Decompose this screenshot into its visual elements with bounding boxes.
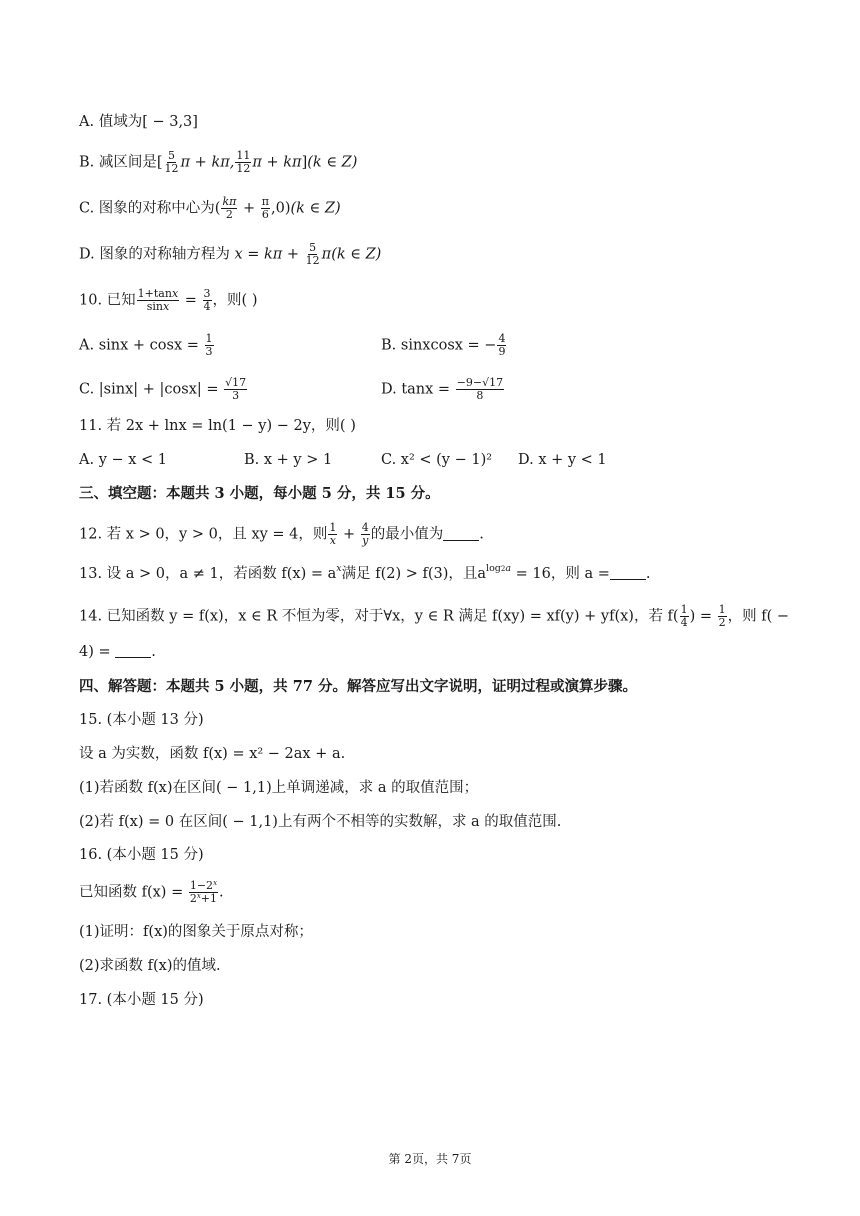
fraction: $\frac{1}{x}$ — [329, 521, 337, 547]
q10-stem-prefix: 10. 已知 — [79, 292, 136, 309]
q16-part2: (2)求函数 f(x)的值域. — [79, 958, 221, 974]
q10-d-text: D. tanx = — [381, 381, 451, 398]
q11-stem: 11. 若 2x + lnx = ln(1 − y) − 2y，则( ) — [79, 418, 356, 434]
q15-intro: 设 a 为实数，函数 f(x) = x² − 2ax + a. — [79, 746, 346, 762]
q14-line1 — [79, 604, 789, 629]
q11-option-d: D. x + y < 1 — [518, 452, 607, 468]
q9-b-prefix: B. 减区间是 — [79, 154, 157, 171]
q14-line1-end: ，则 f( − — [727, 608, 790, 625]
q12-prefix: 12. 若 x > 0，y > 0，且 xy = 4，则 — [79, 526, 328, 543]
q9-d-tail: π(k ∈ Z) — [321, 246, 382, 263]
q9-b-tail: (k ∈ Z) — [307, 154, 358, 171]
q10-stem: 10. 已知 $\frac{1+\tan x}{\sin x}$ = $\frac{3}{4}$ ，则( ) — [79, 287, 258, 313]
q10-option-a — [79, 333, 215, 358]
q14-line2: 4) = . — [79, 644, 156, 660]
q13-end: = 16，则 a = — [511, 566, 610, 582]
q14-line2-text: 4) = — [79, 644, 111, 660]
q9-c-prefix: C. 图象的对称中心为 — [79, 200, 215, 217]
fraction: $\frac{1-2^x}{2^x+1}$ — [189, 879, 218, 905]
q11-option-b: B. x + y > 1 — [244, 452, 333, 468]
q15-head: 15. (本小题 13 分) — [79, 712, 204, 728]
answer-blank — [443, 526, 479, 541]
fraction: $\frac{4}{y}$ — [361, 521, 369, 547]
q16-head: 16. (本小题 15 分) — [79, 847, 204, 863]
fraction: $\frac{5}{12}$ — [305, 241, 320, 267]
q9-a-prefix: A. 值域为 — [79, 114, 143, 130]
q9-option-b: B. 减区间是[ $\frac{5}{12}$ π + kπ, $\frac{11}{12}$ π + kπ](k ∈ Z) — [79, 149, 358, 175]
q12-suffix: 的最小值为 — [370, 526, 444, 543]
fraction: $\frac{3}{4}$ — [203, 287, 211, 313]
q14-line1-mid: ) = — [689, 608, 712, 625]
fraction: $\frac{-9-√17}{8}$ — [456, 376, 504, 402]
q16-intro-prefix: 已知函数 f(x) = — [79, 884, 184, 901]
fraction: $\frac{1}{2}$ — [718, 603, 726, 629]
q9-option-c: C. 图象的对称中心为( $\frac{k\pi}{2}$ + $\frac{\pi}{6}$ ,0)(k ∈ Z) — [79, 195, 341, 221]
q10-option-b — [381, 333, 507, 358]
q15-part1: (1)若函数 f(x)在区间( − 1,1)上单调递减，求 a 的取值范围； — [79, 780, 479, 796]
fraction: $\frac{√17}{3}$ — [225, 376, 247, 402]
q14-line1-text: 14. 已知函数 y = f(x)，x ∈ R 不恒为零，对于∀x，y ∈ R 满足 f(xy) = xf(y) + yf(x)，若 f( — [79, 608, 679, 625]
q9-option-a — [79, 112, 198, 132]
q17-head: 17. (本小题 15 分) — [79, 992, 204, 1008]
q13-mid: 满足 f(2) > f(3)，且a — [341, 566, 487, 582]
fraction: $\frac{1}{4}$ — [680, 603, 688, 629]
fraction: $\frac{1}{3}$ — [205, 332, 213, 358]
q15-part2: (2)若 f(x) = 0 在区间( − 1,1)上有两个不相等的实数解，求 a 的取值范围. — [79, 814, 562, 830]
q9-a-expr: [ − 3,3] — [142, 114, 198, 130]
q9-c-tail: (k ∈ Z) — [290, 200, 341, 217]
q10-option-c — [79, 377, 248, 402]
answer-blank — [610, 565, 646, 580]
answer-blank — [115, 643, 151, 658]
fraction: $\frac{1+\tan x}{\sin x}$ — [137, 287, 179, 313]
fraction: $\frac{k\pi}{2}$ — [222, 195, 237, 221]
q16-part1: (1)证明：f(x)的图象关于原点对称； — [79, 924, 313, 940]
q11-option-c: C. x² < (y − 1)² — [381, 452, 493, 468]
fraction: $\frac{\pi}{6}$ — [261, 195, 269, 221]
fraction: $\frac{4}{9}$ — [498, 332, 506, 358]
q10-option-d — [381, 377, 505, 402]
q13-text: 13. 设 a > 0，a ≠ 1，若函数 f(x) = a — [79, 566, 337, 582]
section-4-heading: 四、解答题：本题共 5 小题，共 77 分。解答应写出文字说明，证明过程或演算步骤。 — [79, 678, 637, 695]
q10-c-text: C. |sinx| + |cosx| = — [79, 381, 219, 398]
q13: 13. 设 a > 0，a ≠ 1，若函数 $f(x) = a^x$满足 f(2) > f(3)，且$a^{log2a} = 16$，则 a = . — [79, 563, 651, 582]
q12: 12. 若 x > 0，y > 0，且 xy = 4，则 $\frac{1}{x}$ + $\frac{4}{y}$ 的最小值为 . — [79, 521, 484, 547]
q10-a-text: A. sinx + cosx = — [79, 337, 199, 354]
page-footer: 第 2页，共 7页 — [388, 1152, 472, 1166]
q16-intro: 已知函数 f(x) = $\frac{1-2^x}{2^x+1}$ . — [79, 879, 224, 905]
q9-option-d: D. 图象的对称轴方程为 x = kπ + $\frac{5}{12}$ π(k ∈ Z) — [79, 241, 382, 267]
section-3-heading: 三、填空题：本题共 3 小题，每小题 5 分，共 15 分。 — [79, 485, 440, 502]
fraction: $\frac{5}{12}$ — [164, 149, 179, 175]
q11-option-a: A. y − x < 1 — [79, 452, 168, 468]
q10-stem-suffix: ，则( ) — [212, 292, 258, 309]
q10-b-text: B. sinxcosx = − — [381, 337, 497, 354]
q9-d-prefix: D. 图象的对称轴方程为 — [79, 246, 230, 263]
fraction: $\frac{11}{12}$ — [236, 149, 251, 175]
